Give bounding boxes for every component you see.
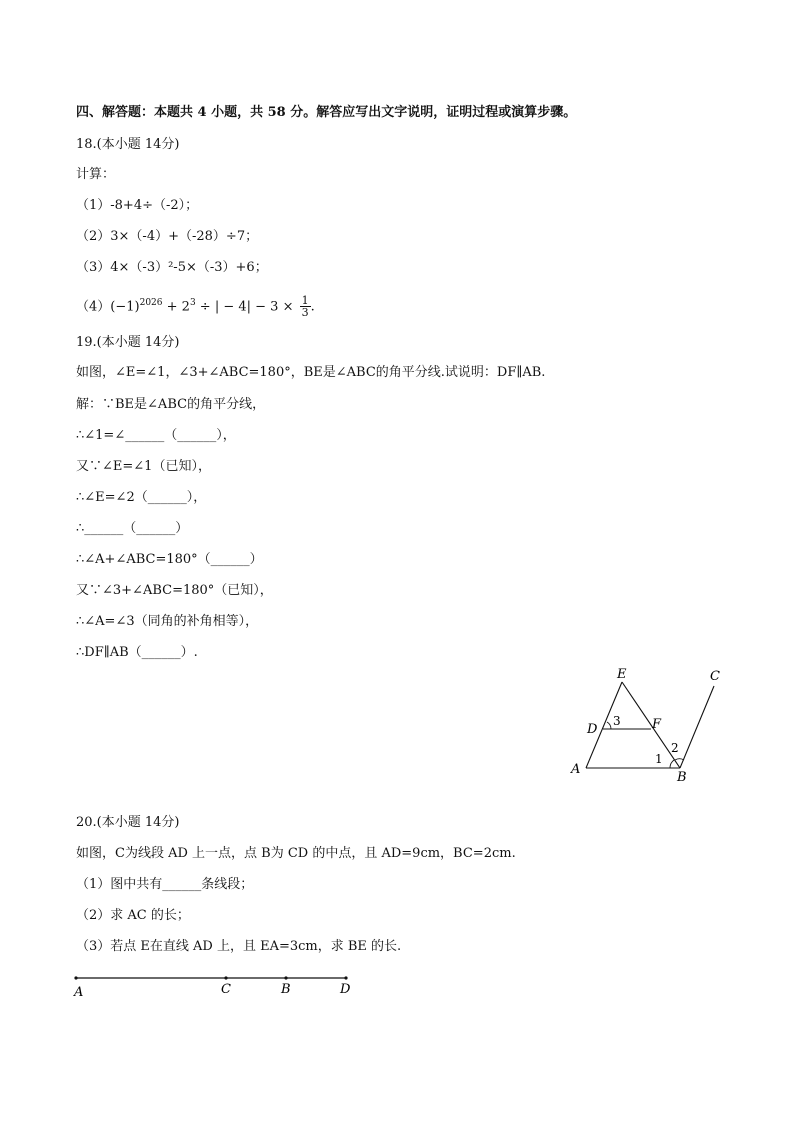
q20-item-1: （1）图中共有______条线段；	[76, 877, 254, 892]
angle-3-arc	[607, 722, 611, 729]
q18-item-4-prefix: （4）	[76, 299, 111, 315]
q18-item-4-fraction	[300, 295, 311, 318]
angle-1-arc	[670, 760, 674, 768]
q20-header: 20.(本小题 14分)	[76, 815, 180, 830]
q19-line-4: ∴∠E=∠2（______），	[76, 490, 207, 505]
q19-header: 19.(本小题 14分)	[76, 335, 180, 350]
label-B: B	[677, 770, 687, 785]
label-angle-3: 3	[613, 714, 621, 728]
q19-geometry-figure	[560, 660, 740, 790]
ray-BC	[680, 686, 714, 768]
label-B: B	[281, 982, 291, 997]
q18-item-4-expr-c: ÷ | − 4| − 3 ×	[195, 299, 298, 315]
point-C	[224, 976, 227, 979]
q18-item-4-exp-a: 2026	[139, 298, 163, 308]
label-E: E	[617, 667, 627, 682]
q18-item-1: （1）-8+4÷（-2）；	[76, 198, 199, 213]
q19-line-2: ∴∠1=∠______（______），	[76, 428, 236, 443]
label-F: F	[652, 717, 662, 732]
q19-line-8: ∴∠A=∠3（同角的补角相等），	[76, 614, 259, 629]
q19-line-7: 又∵∠3+∠ABC=180°（已知），	[76, 583, 273, 598]
point-D	[344, 976, 347, 979]
q19-line-1: 解：∵BE是∠ABC的角平分线，	[76, 397, 266, 412]
q18-item-4-suffix: .	[310, 299, 315, 315]
q18-instruction: 计算：	[76, 167, 116, 182]
label-D: D	[587, 722, 598, 737]
q18-item-4-exp-b: 3	[189, 298, 196, 308]
label-angle-1: 1	[655, 752, 663, 766]
q18-item-4-expr-b: + 2	[162, 299, 190, 315]
point-B	[284, 976, 287, 979]
q18-item-2: （2）3×（-4）+（-28）÷7；	[76, 229, 259, 244]
q19-line-3: 又∵∠E=∠1（已知），	[76, 459, 211, 474]
segment-EB	[622, 682, 680, 768]
label-A: A	[74, 985, 84, 1000]
fraction-denominator: 3	[301, 306, 309, 320]
label-angle-2: 2	[671, 741, 679, 755]
angle-2-arc	[675, 759, 684, 760]
q18-item-4-expr-a: (−1)	[110, 299, 140, 315]
q20-segment-figure	[66, 964, 366, 1004]
q20-item-2: （2）求 AC 的长；	[76, 908, 190, 923]
point-A	[74, 976, 77, 979]
label-A: A	[571, 762, 581, 777]
q20-prompt: 如图，C为线段 AD 上一点，点 B为 CD 的中点，且 AD=9cm，BC=2cm.	[76, 846, 516, 861]
label-C: C	[221, 982, 231, 997]
label-C: C	[710, 669, 720, 684]
q20-item-3: （3）若点 E在直线 AD 上，且 EA=3cm，求 BE 的长.	[76, 939, 402, 954]
label-D: D	[340, 982, 351, 997]
q19-line-6: ∴∠A+∠ABC=180°（______）	[76, 552, 263, 567]
q19-prompt: 如图，∠E=∠1，∠3+∠ABC=180°，BE是∠ABC的角平分线.试说明：DF∥AB.	[76, 365, 546, 380]
q18-header: 18.(本小题 14分)	[76, 137, 180, 152]
q18-item-3: （3）4×（-3）²-5×（-3）+6；	[76, 260, 268, 275]
q19-line-5: ∴______（______）	[76, 521, 189, 536]
fraction-numerator: 1	[301, 294, 309, 308]
q18-item-4	[76, 290, 315, 320]
q19-line-9: ∴DF∥AB（______）.	[76, 645, 198, 660]
section-heading: 四、解答题：本题共 4 小题，共 58 分。解答应写出文字说明，证明过程或演算步骤。	[76, 105, 577, 120]
